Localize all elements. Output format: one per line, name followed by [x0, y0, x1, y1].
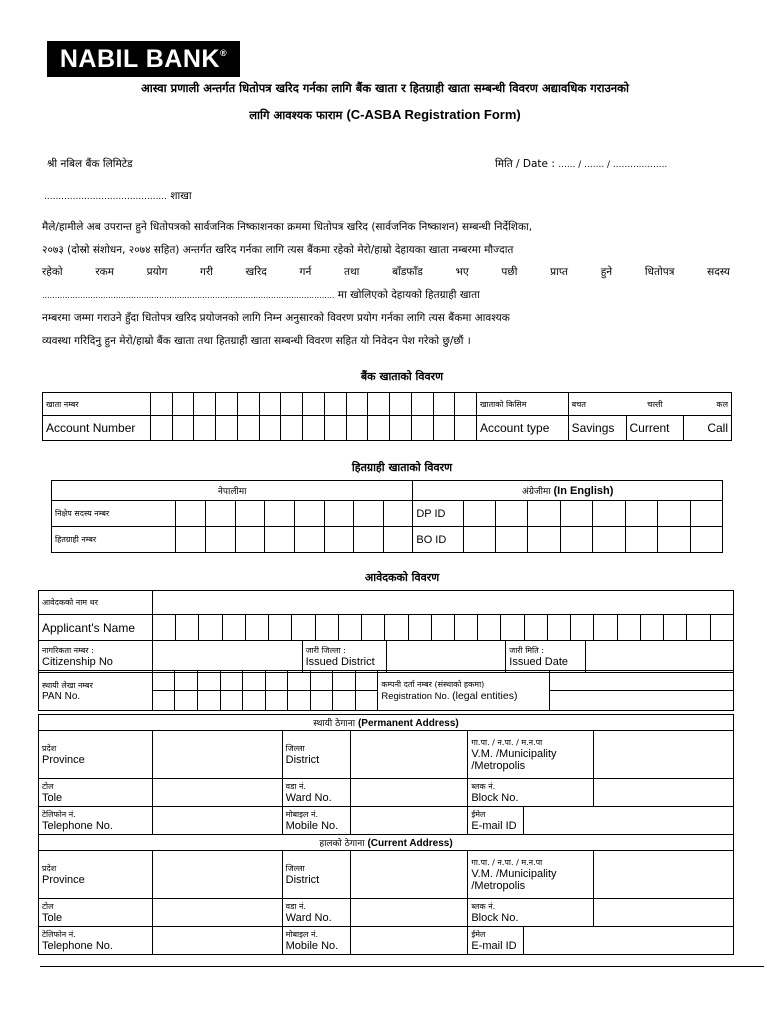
- logo-text: NABIL BANK: [59, 45, 220, 73]
- page-bottom-rule: [40, 966, 764, 967]
- bo-id-box[interactable]: [625, 527, 657, 553]
- perm-block-label: [468, 779, 594, 807]
- pan-box[interactable]: [288, 691, 311, 711]
- ward-en: Ward No.: [285, 912, 332, 924]
- name-letter-box[interactable]: [269, 615, 292, 641]
- cur-province-label: [39, 851, 153, 899]
- perm-email-label: [468, 807, 524, 835]
- name-letter-box[interactable]: [292, 615, 315, 641]
- account-digit-box[interactable]: [303, 416, 325, 441]
- date-label: मिति / Date :: [495, 158, 555, 170]
- cur-mobile-input[interactable]: [350, 927, 468, 955]
- account-digit-box[interactable]: [216, 416, 238, 441]
- cur-vm-input[interactable]: [594, 851, 734, 899]
- account-digit-box[interactable]: [281, 416, 303, 441]
- pan-table: [38, 670, 734, 711]
- citizenship-table: [38, 640, 734, 673]
- name-letter-box[interactable]: [338, 615, 361, 641]
- bo-id-box[interactable]: [495, 527, 527, 553]
- date-field[interactable]: [495, 157, 667, 171]
- registration-label: [378, 671, 550, 711]
- dp-id-box[interactable]: [463, 501, 495, 527]
- name-letter-box[interactable]: [431, 615, 454, 641]
- dp-np-box[interactable]: [206, 501, 236, 527]
- account-type-label-en: Account type: [477, 416, 569, 441]
- pan-box[interactable]: [175, 691, 198, 711]
- name-letter-box[interactable]: [501, 615, 524, 641]
- tole-en: Tole: [42, 792, 63, 804]
- account-digit-box[interactable]: [368, 393, 390, 416]
- account-digit-box[interactable]: [346, 393, 368, 416]
- pan-box[interactable]: [355, 691, 378, 711]
- perm-province-input[interactable]: [152, 731, 282, 779]
- bo-np-box[interactable]: [294, 527, 324, 553]
- district-np: जिल्ला: [285, 864, 305, 873]
- cur-tel-input[interactable]: [152, 927, 282, 955]
- tel-np: टेलिफोन नं.: [42, 810, 76, 819]
- account-type-label-np: खाताको किसिम: [477, 393, 569, 416]
- name-label-np: आवेदकको नाम थर: [39, 591, 153, 615]
- district-en: District: [285, 874, 320, 886]
- district-en: District: [285, 754, 320, 766]
- cur-vm-label: [468, 851, 594, 899]
- province-en: Province: [42, 754, 85, 766]
- pan-box[interactable]: [220, 671, 243, 691]
- cur-tole-input[interactable]: [152, 899, 282, 927]
- perm-district-input[interactable]: [350, 731, 468, 779]
- account-digit-box[interactable]: [172, 393, 194, 416]
- account-digit-box[interactable]: [194, 416, 216, 441]
- dp-np-box[interactable]: [265, 501, 295, 527]
- account-digit-box[interactable]: [237, 393, 259, 416]
- type-current[interactable]: Current: [626, 416, 684, 441]
- dp-member-label: निक्षेप सदस्य नम्बर: [52, 501, 176, 527]
- perm-block-input[interactable]: [594, 779, 734, 807]
- account-digit-box[interactable]: [390, 416, 412, 441]
- registration-label-en: Registration No.: [381, 691, 450, 702]
- mobile-en: Mobile No.: [285, 820, 339, 832]
- pan-box[interactable]: [265, 671, 288, 691]
- bo-id-box[interactable]: [560, 527, 592, 553]
- name-letter-box[interactable]: [315, 615, 338, 641]
- account-digit-box[interactable]: [368, 416, 390, 441]
- perm-tel-label: [39, 807, 153, 835]
- vm-en1: V.M. /Municipality: [471, 868, 557, 880]
- cur-mobile-label: [282, 927, 350, 955]
- name-letter-box[interactable]: [617, 615, 640, 641]
- name-letter-box[interactable]: [455, 615, 478, 641]
- address-table: [38, 714, 734, 955]
- addressee: श्री नबिल बैंक लिमिटेड: [47, 158, 133, 170]
- current-np: हालको ठेगाना: [319, 839, 365, 849]
- applicant-section-heading: आवेदकको विवरण: [364, 571, 440, 584]
- account-digit-box[interactable]: [237, 416, 259, 441]
- pan-box[interactable]: [333, 691, 356, 711]
- cur-tole-label: [39, 899, 153, 927]
- issued-date-np: जारी मिति :: [509, 646, 544, 655]
- bo-np-box[interactable]: [383, 527, 413, 553]
- block-en: Block No.: [471, 792, 519, 804]
- account-digit-box[interactable]: [324, 416, 346, 441]
- pan-box[interactable]: [310, 691, 333, 711]
- bo-id-label: BO ID: [413, 527, 463, 553]
- issued-district-np: जारी जिल्ला :: [305, 646, 346, 655]
- perm-tole-label: [39, 779, 153, 807]
- form-title-en: (C-ASBA Registration Form): [346, 107, 521, 122]
- name-letter-box[interactable]: [524, 615, 547, 641]
- bo-np-box[interactable]: [176, 527, 206, 553]
- cur-email-label: [468, 927, 524, 955]
- name-letter-box[interactable]: [176, 615, 199, 641]
- account-number-label-en: Account Number: [43, 416, 151, 441]
- account-digit-box[interactable]: [411, 393, 433, 416]
- name-letter-box[interactable]: [478, 615, 501, 641]
- issued-date-input[interactable]: [586, 641, 734, 673]
- dp-id-box[interactable]: [593, 501, 625, 527]
- dp-np-box[interactable]: [176, 501, 206, 527]
- pan-box[interactable]: [220, 691, 243, 711]
- perm-ward-label: [282, 779, 350, 807]
- name-letter-box[interactable]: [245, 615, 268, 641]
- bo-np-box[interactable]: [235, 527, 265, 553]
- beneficiary-table: [51, 480, 723, 553]
- vm-en2: /Metropolis: [471, 880, 526, 892]
- account-digit-box[interactable]: [433, 393, 455, 416]
- type-call[interactable]: Call: [684, 416, 732, 441]
- cur-block-label: [468, 899, 594, 927]
- beneficiary-section-heading: हितग्राही खाताको विवरण: [351, 461, 453, 474]
- branch-blank[interactable]: ...........................................: [44, 192, 168, 202]
- ward-en: Ward No.: [285, 792, 332, 804]
- pan-box[interactable]: [288, 671, 311, 691]
- citizenship-input[interactable]: [152, 641, 302, 673]
- pan-box[interactable]: [243, 691, 266, 711]
- pan-box[interactable]: [333, 671, 356, 691]
- dp-np-box[interactable]: [294, 501, 324, 527]
- account-digit-box[interactable]: [455, 416, 477, 441]
- type-current-np[interactable]: चल्ती: [626, 393, 684, 416]
- block-np: ब्लक नं.: [471, 782, 496, 791]
- perm-district-label: [282, 731, 350, 779]
- ward-np: वडा नं.: [285, 902, 306, 911]
- pan-box[interactable]: [197, 671, 220, 691]
- current-en: (Current Address): [367, 838, 453, 849]
- name-letter-box[interactable]: [547, 615, 570, 641]
- dp-id-box[interactable]: [658, 501, 690, 527]
- form-title-np: लागि आवश्यक फाराम: [249, 108, 343, 122]
- issued-district-en: Issued District: [305, 656, 375, 668]
- account-digit-box[interactable]: [455, 393, 477, 416]
- email-np: ईमेल: [471, 930, 486, 939]
- account-digit-box[interactable]: [259, 416, 281, 441]
- vm-en1: V.M. /Municipality: [471, 748, 557, 760]
- pan-box[interactable]: [152, 671, 175, 691]
- name-letter-box[interactable]: [571, 615, 594, 641]
- tel-en: Telephone No.: [42, 940, 113, 952]
- form-title-line2: [40, 107, 730, 123]
- col-header-english-en: (In English): [553, 485, 614, 497]
- name-letter-box[interactable]: [362, 615, 385, 641]
- dp-id-box[interactable]: [690, 501, 723, 527]
- registration-input[interactable]: [550, 671, 734, 691]
- registered-mark: ®: [219, 48, 228, 58]
- name-letter-box[interactable]: [640, 615, 663, 641]
- account-digit-box[interactable]: [172, 416, 194, 441]
- vm-en2: /Metropolis: [471, 760, 526, 772]
- type-call-np[interactable]: कल: [684, 393, 732, 416]
- vm-np: गा.पा. / न.पा. / म.न.पा: [471, 858, 543, 867]
- col-header-english: [413, 481, 723, 501]
- tole-en: Tole: [42, 912, 63, 924]
- applicant-name-table: [38, 590, 734, 641]
- perm-vm-label: [468, 731, 594, 779]
- name-letter-box[interactable]: [408, 615, 431, 641]
- cur-province-input[interactable]: [152, 851, 282, 899]
- account-digit-box[interactable]: [324, 393, 346, 416]
- account-digit-box[interactable]: [281, 393, 303, 416]
- para-line: व्यवस्था गरिदिनु हुन मेरो/हाम्रो बैंक खाता तथा हितग्राही खाता सम्बन्धी विवरण सहित यो निवेदन पेश गरेको छु/छौं ।: [42, 334, 471, 347]
- para-line-text: मा खोलिएको देहायको हितग्राही खाता: [337, 288, 480, 301]
- cur-block-input[interactable]: [594, 899, 734, 927]
- tel-en: Telephone No.: [42, 820, 113, 832]
- col-header-english-np: अंग्रेजीमा: [521, 487, 551, 497]
- permanent-address-heading: [39, 715, 734, 731]
- pan-box[interactable]: [310, 671, 333, 691]
- pan-box[interactable]: [197, 691, 220, 711]
- permanent-np: स्थायी ठेगाना: [313, 719, 356, 729]
- pan-box[interactable]: [152, 691, 175, 711]
- pan-label-np: स्थायी लेखा नम्बर: [42, 680, 93, 690]
- name-letter-box[interactable]: [152, 615, 175, 641]
- bo-np-box[interactable]: [354, 527, 384, 553]
- pan-box[interactable]: [175, 671, 198, 691]
- cur-district-label: [282, 851, 350, 899]
- mobile-np: मोबाइल नं.: [285, 930, 318, 939]
- bo-id-box[interactable]: [463, 527, 495, 553]
- cur-ward-input[interactable]: [350, 899, 468, 927]
- tole-np: टोल: [42, 782, 54, 791]
- email-np: ईमेल: [471, 810, 486, 819]
- date-blank[interactable]: ...... / ....... / ...................: [558, 160, 668, 170]
- perm-province-label: [39, 731, 153, 779]
- district-np: जिल्ला: [285, 744, 305, 753]
- pan-label: [39, 671, 153, 711]
- permanent-en: (Permanent Address): [357, 718, 459, 729]
- dp-np-box[interactable]: [235, 501, 265, 527]
- registration-label-en2: (legal entities): [452, 690, 518, 702]
- mobile-en: Mobile No.: [285, 940, 339, 952]
- name-label-en: Applicant's Name: [39, 615, 153, 641]
- bo-np-box[interactable]: [206, 527, 236, 553]
- issued-date-en: Issued Date: [509, 656, 568, 668]
- bo-id-box[interactable]: [658, 527, 690, 553]
- registration-label-np: कम्पनी दर्ता नम्बर (संस्थाको हकमा): [381, 680, 485, 689]
- province-np: प्रदेश: [42, 864, 57, 873]
- block-np: ब्लक नं.: [471, 902, 496, 911]
- name-letter-box[interactable]: [222, 615, 245, 641]
- name-letter-box[interactable]: [385, 615, 408, 641]
- account-digit-box[interactable]: [346, 416, 368, 441]
- perm-tole-input[interactable]: [152, 779, 282, 807]
- account-digit-box[interactable]: [259, 393, 281, 416]
- email-en: E-mail ID: [471, 820, 517, 832]
- account-digit-box[interactable]: [411, 416, 433, 441]
- account-digit-box[interactable]: [150, 393, 172, 416]
- form-title-line1: आस्वा प्रणाली अन्तर्गत धितोपत्र खरिद गर्नका लागि बैंक खाता र हितग्राही खाता सम्बन्धी विवरण अद्यावधिक गराउनको: [141, 81, 629, 95]
- perm-vm-input[interactable]: [594, 731, 734, 779]
- perm-mobile-input[interactable]: [350, 807, 468, 835]
- para-line: २०७३ (दोस्रो संशोधन, २०७४ सहित) अन्तर्गत खरिद गर्नका लागि त्यस बैंकमा रहेको मेरो/हाम्रो देहायका खाता नम्बरमा मौज्दात: [42, 243, 514, 256]
- dp-np-box[interactable]: [354, 501, 384, 527]
- name-letter-box[interactable]: [664, 615, 687, 641]
- dp-np-box[interactable]: [383, 501, 413, 527]
- ward-np: वडा नं.: [285, 782, 306, 791]
- branch-field[interactable]: [44, 189, 192, 203]
- perm-mobile-label: [282, 807, 350, 835]
- para-line: नम्बरमा जम्मा गराउने हुँदा धितोपत्र खरिद प्रयोजनको लागि निम्न अनुसारको विवरण प्रयोग गर्नका लागि त्यस बैंकमा आवश्यक: [42, 312, 510, 325]
- col-header-nepali: नेपालीमा: [52, 481, 413, 501]
- tel-np: टेलिफोन नं.: [42, 930, 76, 939]
- para-line: रहेको रकम प्रयोग गरी खरिद गर्न तथा बाँडफाँड भए पछी प्राप्त हुने धितोपत्र सदस्य: [42, 266, 730, 279]
- account-digit-box[interactable]: [390, 393, 412, 416]
- dp-id-label: DP ID: [413, 501, 463, 527]
- request-paragraph: [42, 216, 730, 353]
- name-letter-box[interactable]: [710, 615, 733, 641]
- name-np-input[interactable]: [152, 591, 733, 615]
- cur-email-input[interactable]: [524, 927, 734, 955]
- para-line: मैले/हामीले अब उपरान्त हुने धितोपत्रको सार्वजनिक निष्काशनका क्रममा धितोपत्र खरिद (सार्वजनिक निष्काशन) सम्बन्धी निर्देशिका,: [42, 221, 533, 233]
- province-en: Province: [42, 874, 85, 886]
- type-savings-np[interactable]: बचत: [568, 393, 626, 416]
- citizenship-label: [39, 641, 153, 673]
- pan-label-en: PAN No.: [42, 690, 81, 702]
- perm-email-input[interactable]: [524, 807, 734, 835]
- account-number-label-np: खाता नम्बर: [43, 393, 151, 416]
- account-digit-box[interactable]: [303, 393, 325, 416]
- perm-tel-input[interactable]: [152, 807, 282, 835]
- dp-np-box[interactable]: [324, 501, 354, 527]
- bank-section-heading: बैंक खाताको विवरण: [360, 370, 444, 383]
- account-digit-box[interactable]: [194, 393, 216, 416]
- cur-tel-label: [39, 927, 153, 955]
- bo-id-box[interactable]: [528, 527, 560, 553]
- name-letter-box[interactable]: [594, 615, 617, 641]
- branch-label: शाखा: [170, 190, 192, 202]
- email-en: E-mail ID: [471, 940, 517, 952]
- issued-date-label: [506, 641, 586, 673]
- dp-id-box[interactable]: [495, 501, 527, 527]
- name-letter-box[interactable]: [687, 615, 710, 641]
- account-digit-box[interactable]: [150, 416, 172, 441]
- cur-ward-label: [282, 899, 350, 927]
- block-en: Block No.: [471, 912, 519, 924]
- bo-id-box[interactable]: [690, 527, 723, 553]
- bank-account-table: [42, 392, 732, 441]
- issued-district-label: [302, 641, 386, 673]
- citizenship-label-np: नागरिकता नम्बर :: [42, 646, 94, 655]
- para-line-member: [42, 284, 730, 308]
- issued-district-input[interactable]: [386, 641, 506, 673]
- dp-id-box[interactable]: [528, 501, 560, 527]
- citizenship-label-en: Citizenship No: [42, 656, 113, 668]
- account-digit-box[interactable]: [216, 393, 238, 416]
- province-np: प्रदेश: [42, 744, 57, 753]
- bo-id-box[interactable]: [593, 527, 625, 553]
- member-blank[interactable]: ...................................................................................................................: [42, 290, 335, 300]
- name-letter-box[interactable]: [199, 615, 222, 641]
- dp-id-box[interactable]: [560, 501, 592, 527]
- type-savings[interactable]: Savings: [568, 416, 626, 441]
- registration-input-2[interactable]: [550, 691, 734, 711]
- pan-box[interactable]: [243, 671, 266, 691]
- vm-np: गा.पा. / न.पा. / म.न.पा: [471, 738, 543, 747]
- bo-label: हितग्राही नम्बर: [52, 527, 176, 553]
- dp-id-box[interactable]: [625, 501, 657, 527]
- current-address-heading: [39, 835, 734, 851]
- tole-np: टोल: [42, 902, 54, 911]
- cur-district-input[interactable]: [350, 851, 468, 899]
- pan-box[interactable]: [355, 671, 378, 691]
- bo-np-box[interactable]: [324, 527, 354, 553]
- account-digit-box[interactable]: [433, 416, 455, 441]
- mobile-np: मोबाइल नं.: [285, 810, 318, 819]
- bo-np-box[interactable]: [265, 527, 295, 553]
- perm-ward-input[interactable]: [350, 779, 468, 807]
- nabil-bank-logo: [47, 41, 240, 77]
- pan-box[interactable]: [265, 691, 288, 711]
